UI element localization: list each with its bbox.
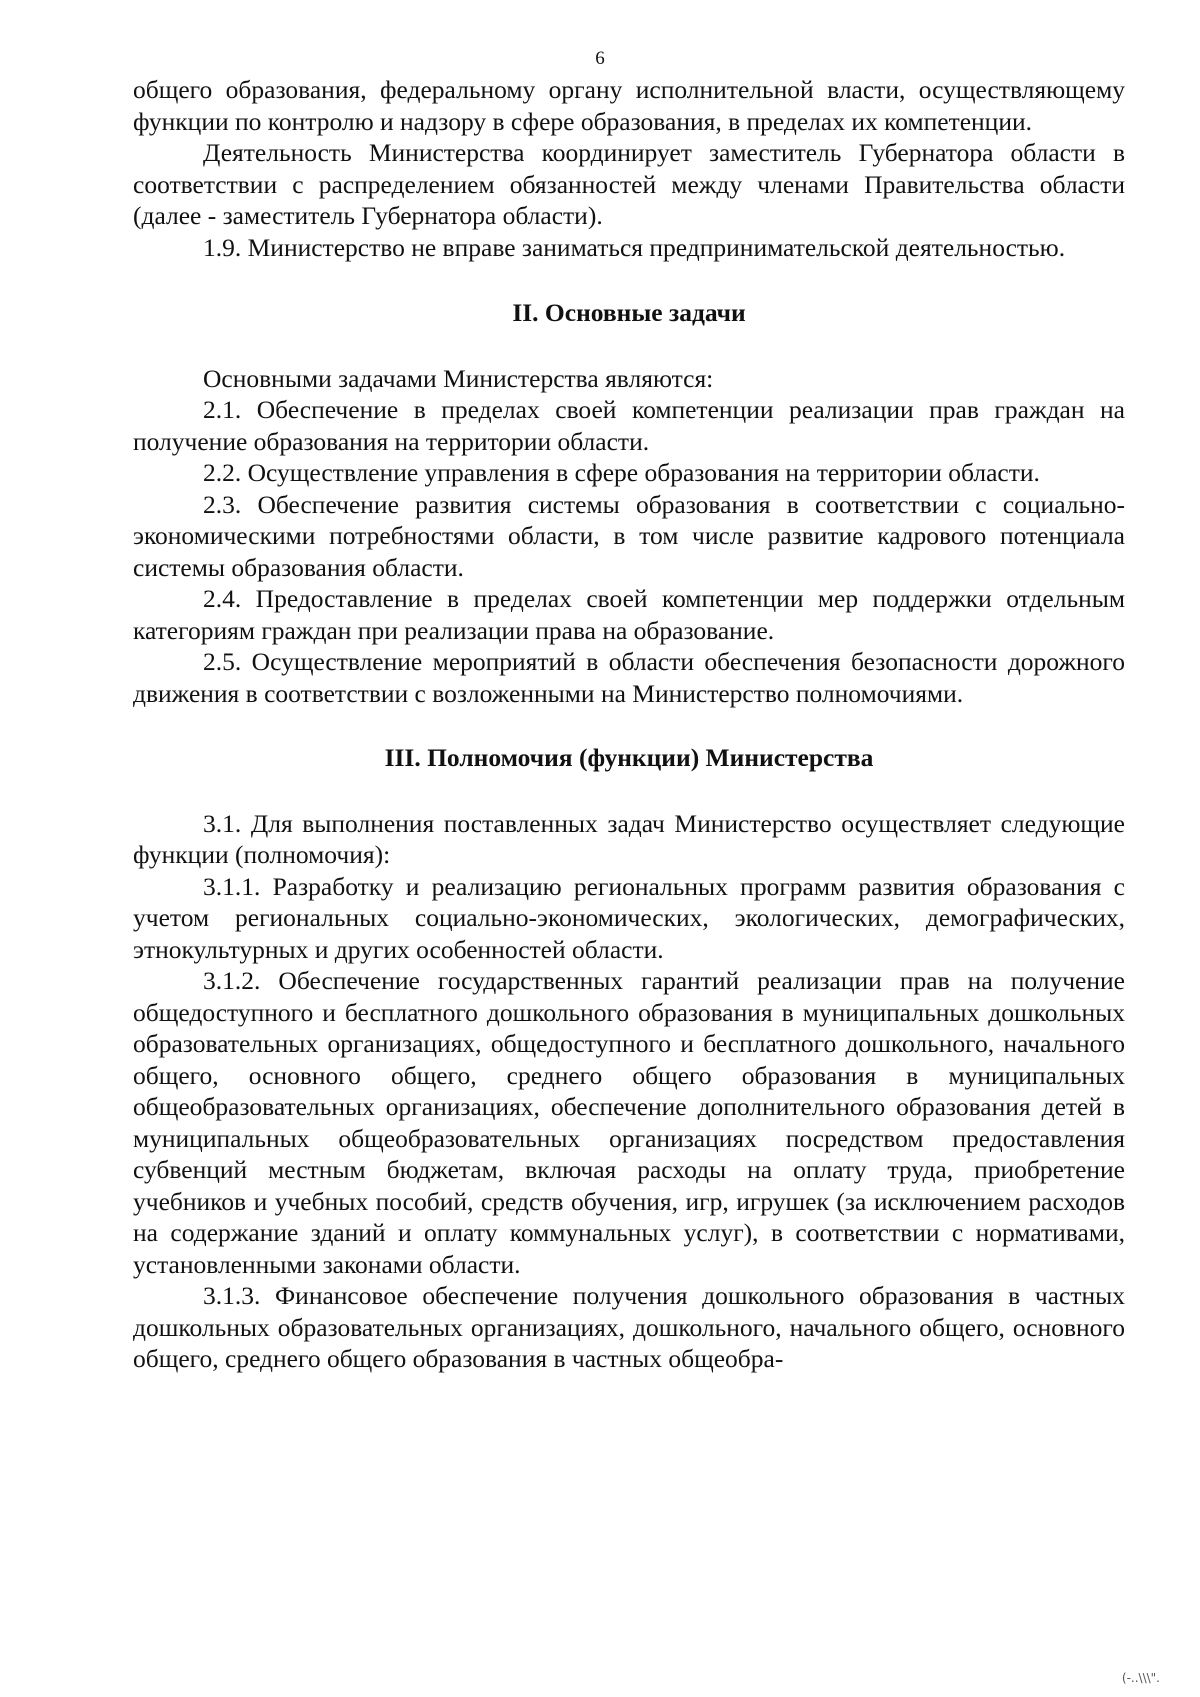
- item-2-2: 2.2. Осуществление управления в сфере образования на территории области.: [203, 458, 1040, 487]
- item-2-5: 2.5. Осуществление мероприятий в области обеспечения безопасности дорожного движения в соответствии с возложенными на Министерство полномочиями.: [133, 647, 1125, 708]
- paragraph-continuation: общего образования, федеральному органу исполнительной власти, осуществляющему функции по контролю и надзору в сфере образования, в пределах их компетенции.: [133, 75, 1125, 136]
- item-2-3: 2.3. Обеспечение развития системы образования в соответствии с социально-экономическими потребностями области, в том числе развитие кадрового потенциала системы образования области.: [133, 489, 1125, 582]
- item-3-1-2: 3.1.2. Обеспечение государственных гарантий реализации прав на получение общедоступного и бесплатного дошкольного образования в муниципальных дошкольных образовательных организациях, общедоступного и бесплатного дошкольного, начального общего, основного общего, среднего общего образования в муниципальных общеобразовательных организациях, обеспечение дополнительного образования детей в муниципальных общеобразовательных организациях посредством предоставления субвенций местным бюджетам, включая расходы на оплату труда, приобретение учебников и учебных пособий, средств обучения, игр, игрушек (за исключением расходов на содержание зданий и оплату коммунальных услуг), в соответствии с нормативами, установленными законами области.: [133, 966, 1125, 1279]
- item-3-1: 3.1. Для выполнения поставленных задач Министерство осуществляет следующие функции (полномочия):: [133, 808, 1125, 869]
- paragraph-1-9: 1.9. Министерство не вправе заниматься предпринимательской деятельностью.: [203, 232, 1066, 262]
- document-body: [133, 74, 1125, 1375]
- item-2-1: 2.1. Обеспечение в пределах своей компетенции реализации прав граждан на получение образования на территории области.: [133, 395, 1125, 456]
- section-heading-ii: II. Основные задачи: [512, 298, 746, 327]
- section-ii-intro: Основными задачами Министерства являются:: [203, 363, 714, 393]
- item-2-4: 2.4. Предоставление в пределах своей компетенции мер поддержки отдельным категориям граждан при реализации права на образование.: [133, 584, 1125, 645]
- page-number: 6: [595, 48, 605, 69]
- section-heading-iii: III. Полномочия (функции) Министерства: [384, 743, 874, 772]
- item-3-1-1: 3.1.1. Разработку и реализацию региональных программ развития образования с учетом региональных социально-экономических, экологических, демографических, этнокультурных и других особенностей области.: [133, 871, 1125, 964]
- paragraph-coordination: Деятельность Министерства координирует заместитель Губернатора области в соответствии с распределением обязанностей между членами Правительства области (далее - заместитель Губернатора области).: [133, 138, 1125, 230]
- item-3-1-3: 3.1.3. Финансовое обеспечение получения дошкольного образования в частных дошкольных образовательных организациях, дошкольного, начального общего, основного общего, среднего общего образования в частных общеобра-: [133, 1281, 1125, 1373]
- scan-artifact: (-..\\\".: [1121, 1671, 1160, 1685]
